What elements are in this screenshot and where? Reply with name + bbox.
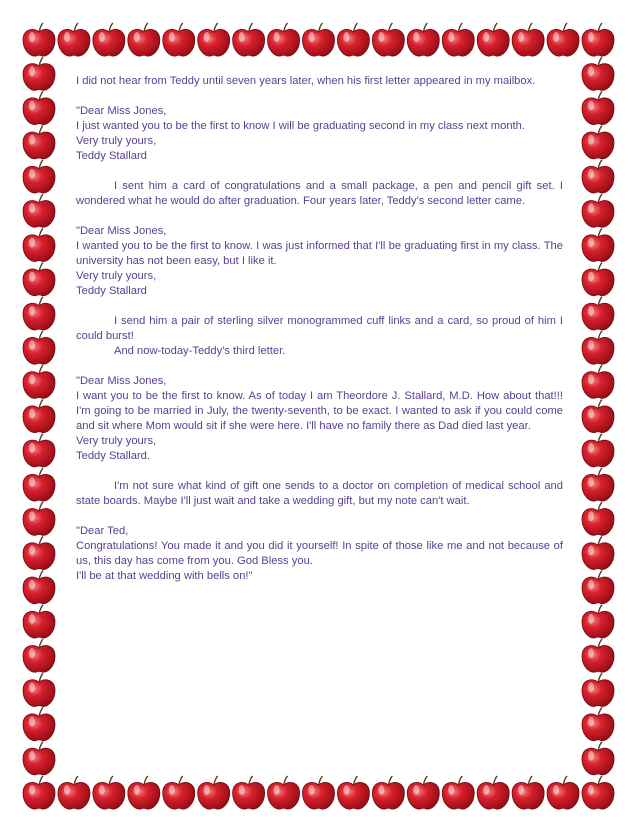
text-line: Congratulations! You made it and you did it yourself! In spite of those like me and not because of us, this day has come from you. God Bless you. bbox=[76, 540, 563, 567]
text-line: And now-today-Teddy's third letter. bbox=[114, 345, 286, 357]
paragraph bbox=[76, 479, 563, 509]
apple-icon bbox=[128, 23, 160, 56]
apple-icon bbox=[23, 708, 55, 741]
apple-icon bbox=[23, 776, 55, 809]
text-line: I did not hear from Teddy until seven years later, when his first letter appeared in my mailbox. bbox=[76, 75, 536, 87]
letter-text bbox=[76, 74, 563, 599]
text-line: I want you to be the first to know. As of today I am Theordore J. Stallard, M.D. How about that!!! I'm going to be married in July, the twenty-seventh, to be exact. I wanted to ask if you could come and sit where Mom would sit if she were here. I'll have no family there as Dad died last year. bbox=[76, 390, 563, 432]
apple-icon bbox=[477, 23, 509, 56]
apple-icon bbox=[303, 776, 335, 809]
apple-icon bbox=[93, 776, 125, 809]
apple-icon bbox=[337, 776, 369, 809]
apple-icon bbox=[582, 639, 614, 672]
apple-icon bbox=[582, 57, 614, 90]
apple-icon bbox=[23, 263, 55, 296]
text-line: I'm not sure what kind of gift one sends to a doctor on completion of medical school and state boards. Maybe I'll just wait and take a wedding gift, but my note can't wait. bbox=[76, 480, 563, 507]
apple-icon bbox=[23, 742, 55, 775]
apple-icon bbox=[23, 639, 55, 672]
paragraph bbox=[76, 179, 563, 209]
apple-icon bbox=[23, 91, 55, 124]
apple-icon bbox=[23, 536, 55, 569]
apple-icon bbox=[582, 776, 614, 809]
text-line: Teddy Stallard. bbox=[76, 450, 151, 462]
text-line: I'll be at that wedding with bells on!" bbox=[76, 570, 253, 582]
text-line: "Dear Miss Jones, bbox=[76, 105, 167, 117]
text-line: "Dear Ted, bbox=[76, 525, 129, 537]
apple-icon bbox=[23, 673, 55, 706]
apple-icon bbox=[128, 776, 160, 809]
paragraph bbox=[76, 224, 563, 299]
apple-icon bbox=[337, 23, 369, 56]
paragraph bbox=[76, 314, 563, 359]
paragraph bbox=[76, 524, 563, 584]
apple-icon bbox=[23, 194, 55, 227]
apple-icon bbox=[582, 194, 614, 227]
apple-icon bbox=[582, 434, 614, 467]
apple-icon bbox=[407, 776, 439, 809]
apple-icon bbox=[93, 23, 125, 56]
apple-icon bbox=[407, 23, 439, 56]
apple-icon bbox=[372, 23, 404, 56]
apple-icon bbox=[582, 365, 614, 398]
apple-icon bbox=[268, 23, 300, 56]
apple-icon bbox=[442, 23, 474, 56]
apple-icon bbox=[268, 776, 300, 809]
apple-icon bbox=[547, 23, 579, 56]
apple-icon bbox=[233, 776, 265, 809]
apple-icon bbox=[582, 605, 614, 638]
apple-icon bbox=[303, 23, 335, 56]
apple-icon bbox=[23, 126, 55, 159]
apple-icon bbox=[58, 23, 90, 56]
apple-icon bbox=[23, 571, 55, 604]
text-line: "Dear Miss Jones, bbox=[76, 225, 167, 237]
apple-icon bbox=[23, 400, 55, 433]
apple-icon bbox=[582, 673, 614, 706]
apple-icon bbox=[582, 91, 614, 124]
apple-icon bbox=[582, 331, 614, 364]
paragraph bbox=[76, 74, 563, 89]
apple-icon bbox=[23, 365, 55, 398]
apple-icon bbox=[372, 776, 404, 809]
apple-icon bbox=[582, 23, 614, 56]
apple-icon bbox=[547, 776, 579, 809]
apple-icon bbox=[23, 331, 55, 364]
apple-icon bbox=[23, 57, 55, 90]
apple-icon bbox=[582, 536, 614, 569]
apple-icon bbox=[582, 228, 614, 261]
apple-icon bbox=[198, 23, 230, 56]
apple-icon bbox=[58, 776, 90, 809]
text-line: I send him a pair of sterling silver monogrammed cuff links and a card, so proud of him I could burst! bbox=[76, 315, 563, 342]
apple-icon bbox=[233, 23, 265, 56]
apple-icon bbox=[582, 160, 614, 193]
paragraph bbox=[76, 104, 563, 164]
apple-icon bbox=[198, 776, 230, 809]
text-line: I wanted you to be the first to know. I was just informed that I'll be graduating first in my class. The university has not been easy, but I like it. bbox=[76, 240, 563, 267]
apple-icon bbox=[582, 708, 614, 741]
apple-icon bbox=[582, 571, 614, 604]
text-line: Very truly yours, bbox=[76, 270, 157, 282]
apple-icon bbox=[582, 126, 614, 159]
apple-icon bbox=[23, 228, 55, 261]
apple-icon bbox=[163, 776, 195, 809]
apple-icon bbox=[23, 502, 55, 535]
paragraph bbox=[76, 374, 563, 464]
apple-icon bbox=[582, 742, 614, 775]
text-line: I just wanted you to be the first to know I will be graduating second in my class next month. bbox=[76, 120, 525, 132]
text-line: Very truly yours, bbox=[76, 135, 157, 147]
apple-icon bbox=[477, 776, 509, 809]
text-line: Teddy Stallard bbox=[76, 285, 147, 297]
apple-icon bbox=[23, 297, 55, 330]
text-line: Teddy Stallard bbox=[76, 150, 147, 162]
apple-icon bbox=[442, 776, 474, 809]
apple-icon bbox=[582, 263, 614, 296]
apple-icon bbox=[23, 434, 55, 467]
apple-icon bbox=[582, 297, 614, 330]
apple-icon bbox=[582, 468, 614, 501]
apple-icon bbox=[23, 605, 55, 638]
text-line: "Dear Miss Jones, bbox=[76, 375, 167, 387]
text-line: I sent him a card of congratulations and a small package, a pen and pencil gift set. I wondered what he would do after graduation. Four years later, Teddy's second letter came. bbox=[76, 180, 563, 207]
apple-icon bbox=[23, 160, 55, 193]
text-line: Very truly yours, bbox=[76, 435, 157, 447]
apple-icon bbox=[23, 468, 55, 501]
apple-icon bbox=[23, 23, 55, 56]
apple-icon bbox=[582, 502, 614, 535]
apple-icon bbox=[512, 776, 544, 809]
apple-icon bbox=[512, 23, 544, 56]
apple-icon bbox=[582, 400, 614, 433]
apple-icon bbox=[163, 23, 195, 56]
